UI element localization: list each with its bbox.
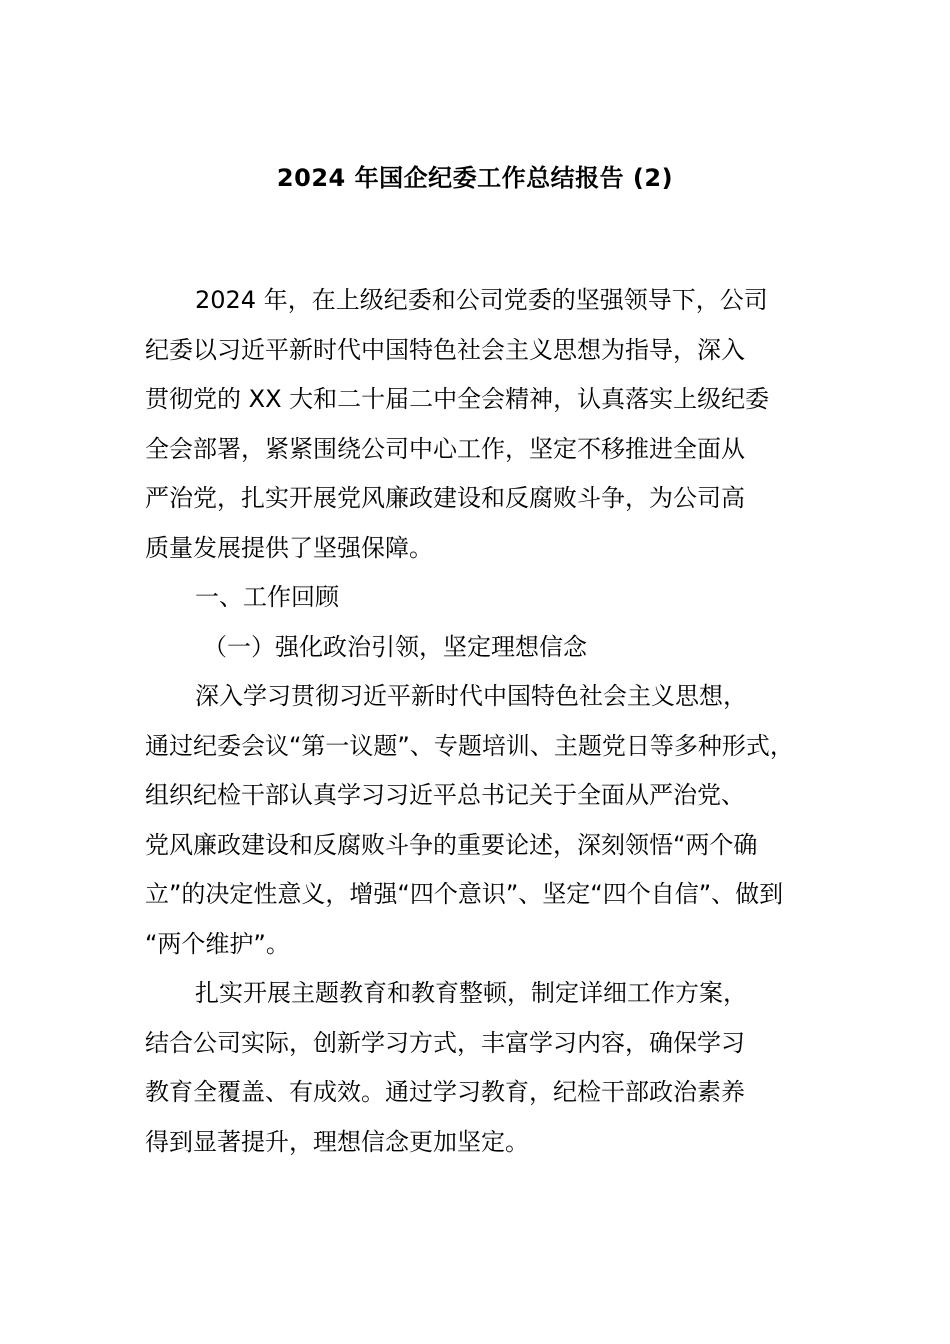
paragraph: [145, 969, 835, 1167]
paragraph: [145, 276, 835, 573]
paragraph-line: 结合公司实际，创新学习方式，丰富学习内容，确保学习: [145, 1028, 745, 1057]
subsection-heading: [145, 623, 835, 673]
paragraph-line: 通过纪委会议“第一议题”、专题培训、主题党日等多种形式，: [145, 731, 794, 760]
section-heading: [145, 573, 835, 623]
paragraph-line: 贯彻党的 XX 大和二十届二中全会精神，认真落实上级纪委: [145, 385, 770, 413]
paragraph: [145, 672, 835, 969]
paragraph-line: 深入学习贯彻习近平新时代中国特色社会主义思想，: [195, 682, 747, 710]
paragraph-line: 立”的决定性意义，增强“四个意识”、坚定“四个自信”、做到: [145, 880, 784, 908]
paragraph-line: “两个维护”。: [145, 929, 290, 958]
document-body: [145, 276, 835, 1167]
paragraph-line: 2024 年，在上级纪委和公司党委的坚强领导下，公司: [195, 286, 768, 314]
paragraph-line: 教育全覆盖、有成效。通过学习教育，纪检干部政治素养: [145, 1078, 745, 1106]
paragraph-line: 扎实开展主题教育和教育整顿，制定详细工作方案，: [195, 979, 747, 1007]
paragraph-line: 得到显著提升，理想信念更加坚定。: [145, 1127, 529, 1156]
paragraph-line: 党风廉政建设和反腐败斗争的重要论述，深刻领悟“两个确: [145, 830, 758, 859]
paragraph-line: 质量发展提供了坚强保障。: [145, 533, 433, 562]
paragraph-line: 全会部署，紧紧围绕公司中心工作，坚定不移推进全面从: [145, 434, 745, 463]
subsection-heading-text: （一）强化政治引领，坚定理想信念: [203, 632, 587, 661]
document-title: 2024 年国企纪委工作总结报告 (2): [276, 164, 674, 192]
paragraph-line: 纪委以习近平新时代中国特色社会主义思想为指导，深入: [145, 335, 745, 364]
paragraph-line: 组织纪检干部认真学习习近平总书记关于全面从严治党、: [145, 781, 745, 809]
paragraph-line: 严治党，扎实开展党风廉政建设和反腐败斗争，为公司高: [145, 484, 745, 512]
section-heading-text: 一、工作回顾: [195, 583, 339, 611]
